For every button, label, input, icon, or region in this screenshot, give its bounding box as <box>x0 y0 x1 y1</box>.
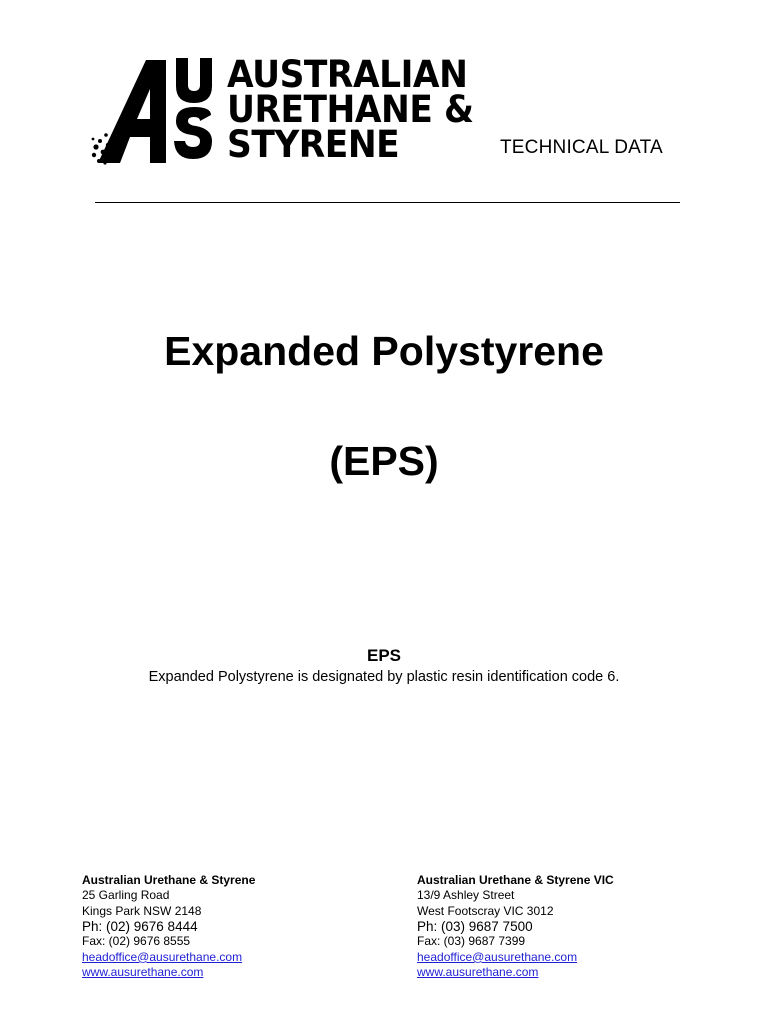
section-heading: EPS <box>366 646 402 665</box>
office-fax: Fax: (03) 9687 7399 <box>417 934 526 949</box>
office-website-link[interactable]: www.ausurethane.com <box>82 964 204 979</box>
section-text: Expanded Polystyrene is designated by plastic resin identification code 6. <box>148 669 620 685</box>
logo-word-styrene: STYRENE <box>227 123 400 166</box>
office-email-link[interactable]: headoffice@ausurethane.com <box>417 949 578 964</box>
office-company-name: Australian Urethane & Styrene <box>82 873 256 887</box>
logo-wordmark <box>227 53 492 166</box>
company-logo <box>90 55 490 170</box>
office-city: West Footscray VIC 3012 <box>417 903 554 918</box>
office-phone: Ph: (02) 9676 8444 <box>82 918 198 934</box>
office-website-link[interactable]: www.ausurethane.com <box>417 964 539 979</box>
document-title: Expanded Polystyrene <box>164 328 604 374</box>
office-address-nsw <box>82 873 255 980</box>
office-street: 25 Garling Road <box>82 888 170 903</box>
office-email-link[interactable]: headoffice@ausurethane.com <box>82 949 243 964</box>
office-fax: Fax: (02) 9676 8555 <box>82 934 191 949</box>
office-address-vic <box>417 873 614 980</box>
logo-word-urethane: URETHANE & <box>227 88 474 131</box>
header-divider <box>95 202 680 203</box>
document-subtitle: (EPS) <box>329 438 439 484</box>
office-company-name: Australian Urethane & Styrene VIC <box>417 873 614 887</box>
document-type-label: TECHNICAL DATA <box>500 137 663 158</box>
aus-logo-mark-icon <box>90 55 225 170</box>
office-phone: Ph: (03) 9687 7500 <box>417 918 533 934</box>
office-city: Kings Park NSW 2148 <box>82 903 202 918</box>
office-street: 13/9 Ashley Street <box>417 888 515 903</box>
logo-word-australian: AUSTRALIAN <box>227 53 468 96</box>
